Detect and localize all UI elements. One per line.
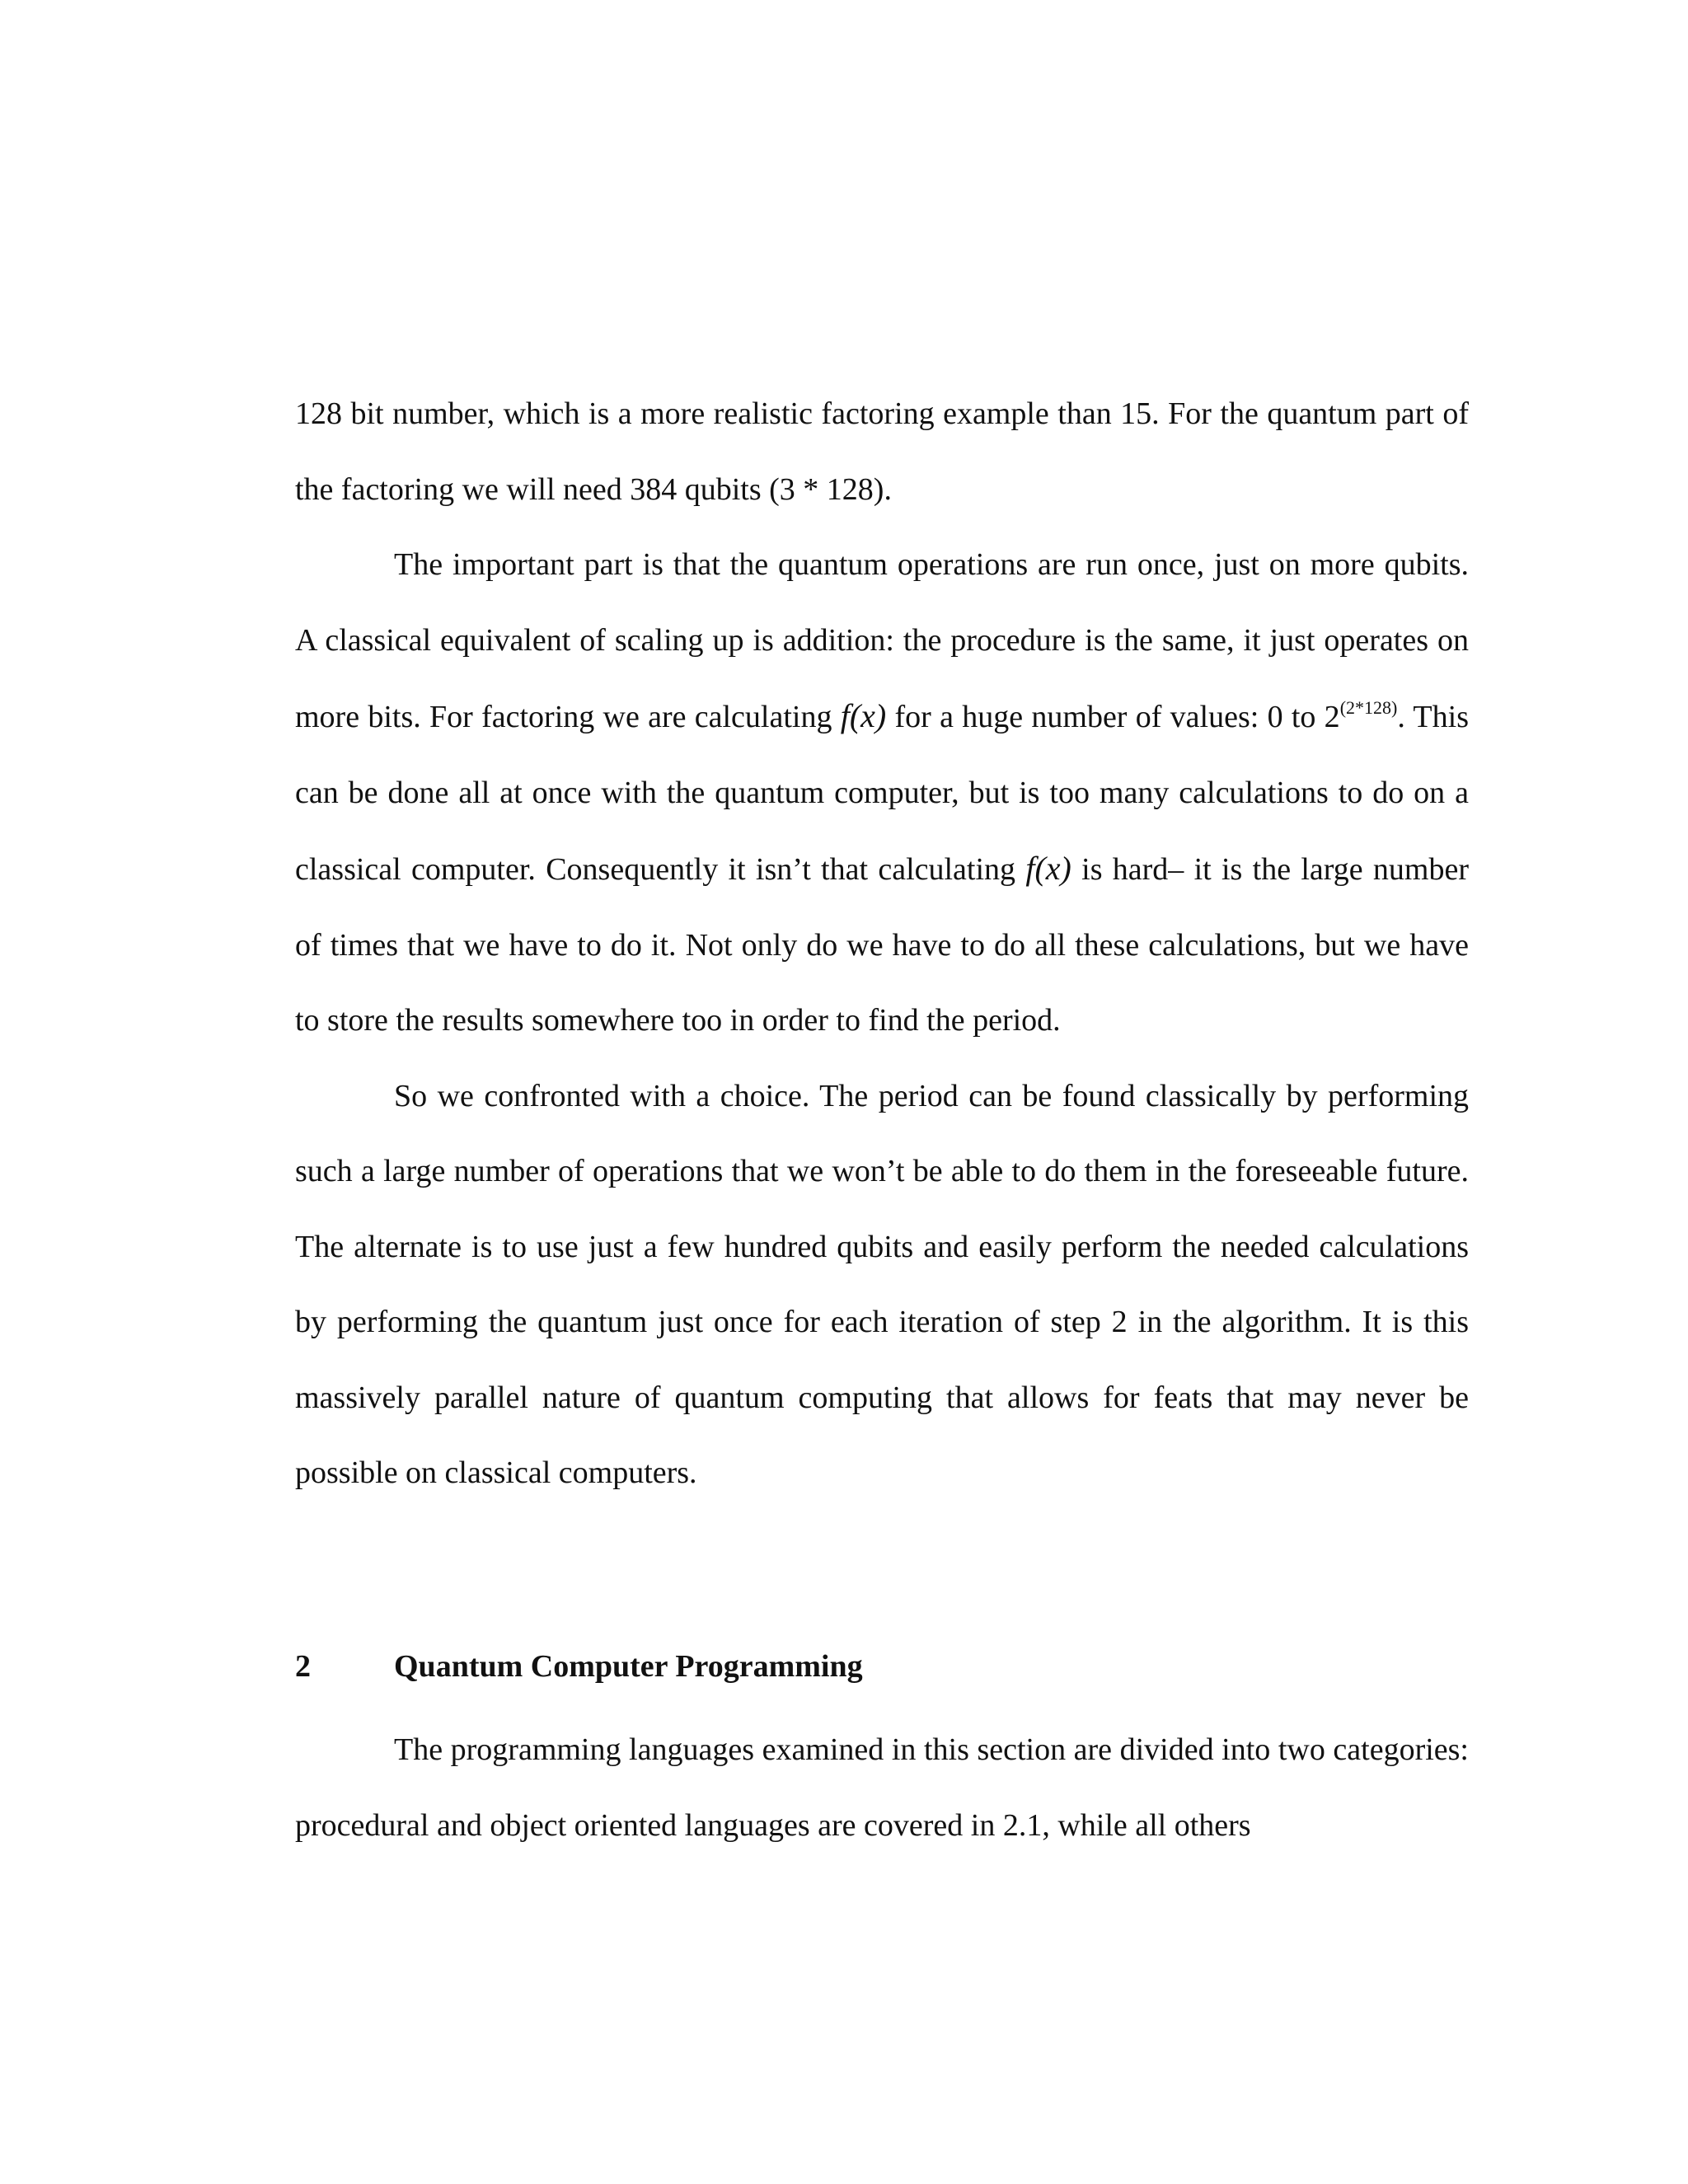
paragraph-2 [295, 527, 1469, 1059]
math-fx-1: f(x) [840, 697, 887, 734]
paragraph-4 [295, 1713, 1469, 1863]
paragraph-2-text-b: for a huge number of values: 0 to 2 [886, 700, 1340, 734]
paragraph-2-text-c: . This can be done all at once with the quantum computer, but is too many calculations to do on a classical computer. Consequently it isn’t that calculating [295, 700, 1469, 887]
paragraph-3 [295, 1059, 1469, 1511]
paragraph-2-text-d: is hard– it is the large number of times that we have to do it. Not only do we have to do all these calculations, but we have to store the results somewhere too in order to find the period. [295, 852, 1469, 1038]
paragraph-1 [295, 377, 1469, 527]
body-text-upper [295, 377, 1469, 1511]
paragraph-1-text: 128 bit number, which is a more realistic factoring example than 15. For the quantum part of the factoring we will need 384 qubits (3 * 128). [295, 396, 1469, 507]
section-heading [295, 1646, 863, 1687]
paragraph-4-text: The programming languages examined in this section are divided into two categories: procedural and object oriented languages are covered in 2.1, while all others [295, 1732, 1469, 1843]
paragraph-3-text: So we confronted with a choice. The period can be found classically by performing such a large number of operations that we won’t be able to do them in the foreseeable future. The alternate is to use just a few hundred qubits and easily perform the needed calculations by performing the quantum just once for each iteration of step 2 in the algorithm. It is this massively parallel nature of quantum computing that allows for feats that may never be possible on classical computers. [295, 1078, 1469, 1490]
section-title: Quantum Computer Programming [394, 1649, 863, 1684]
math-fx-2: f(x) [1025, 850, 1071, 887]
paragraph-2-text-a: The important part is that the quantum operations are run once, just on more qubits. A classical equivalent of scaling up is addition: the procedure is the same, it just operates on more bits. For factoring we are calculating [295, 547, 1469, 734]
exponent-superscript: (2*128) [1339, 697, 1398, 718]
section-number: 2 [295, 1649, 311, 1684]
body-text-lower [295, 1713, 1469, 1863]
